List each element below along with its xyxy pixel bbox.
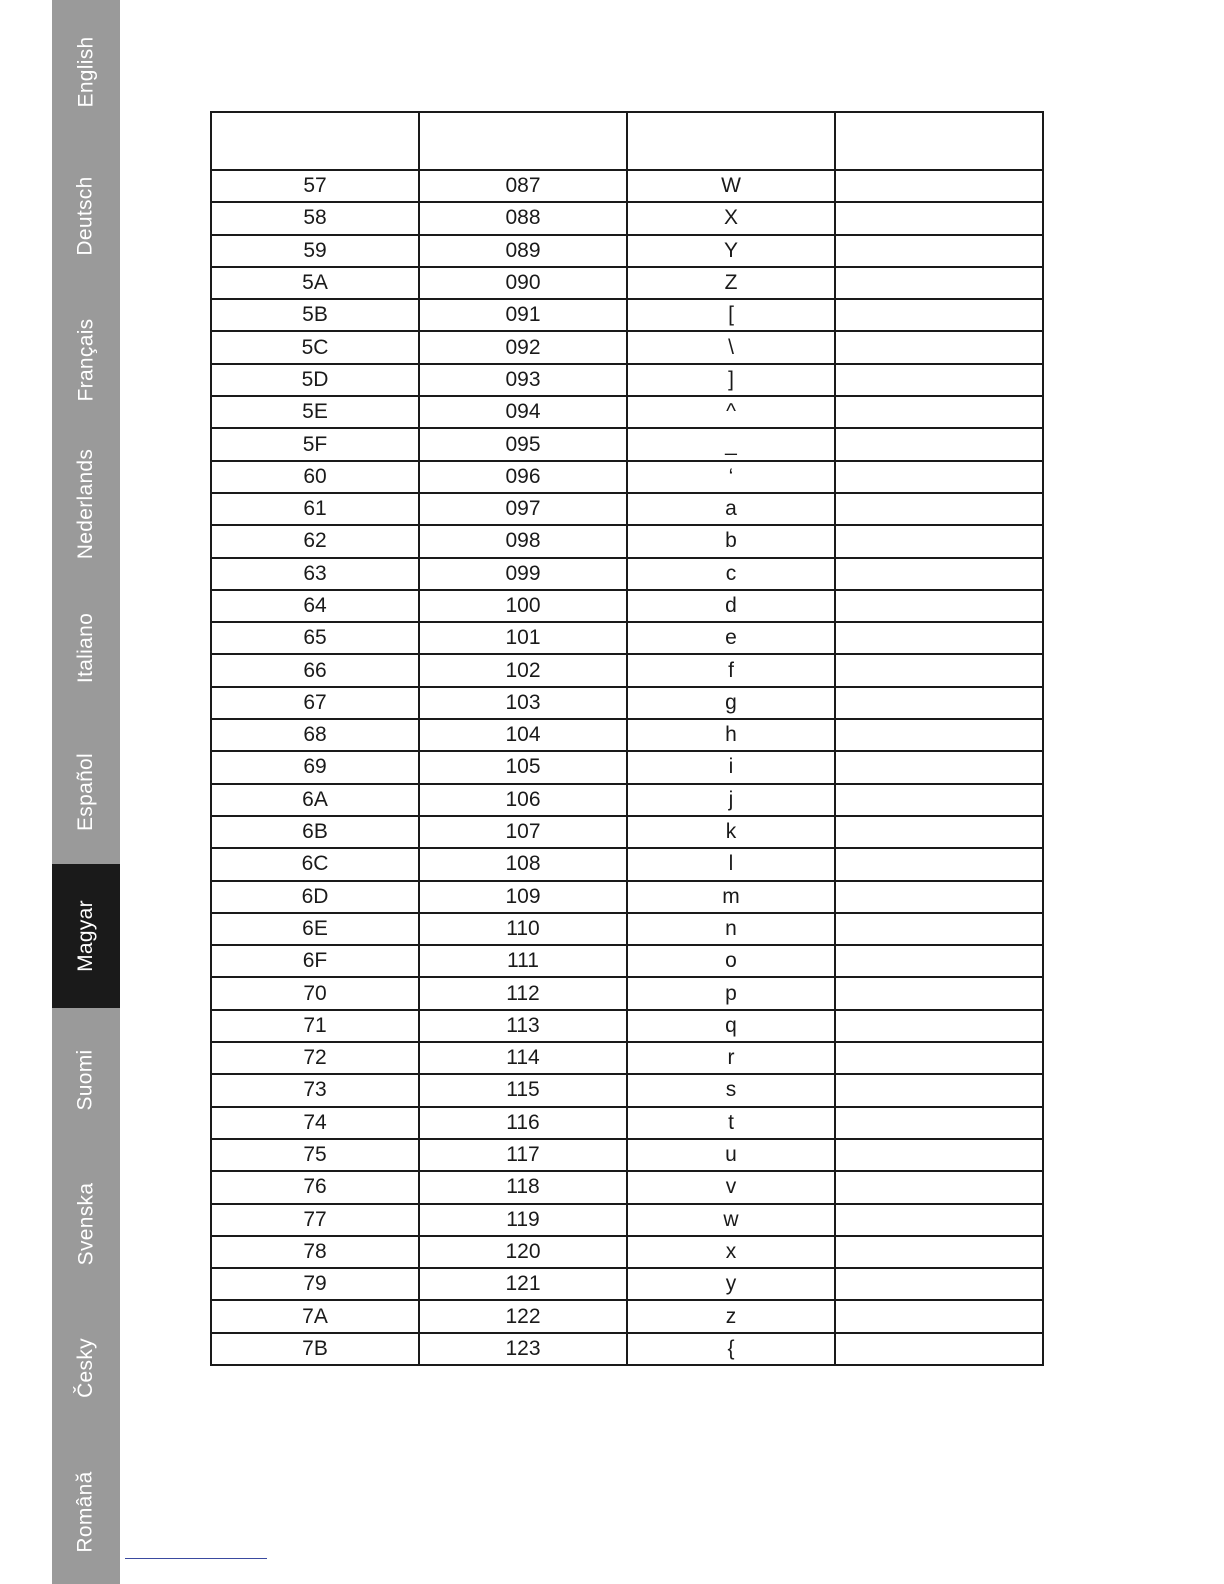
table-row (211, 687, 1043, 719)
hex-cell: 57 (211, 170, 419, 202)
hex-cell: 68 (211, 719, 419, 751)
table-row (211, 558, 1043, 590)
character-cell: u (627, 1139, 835, 1171)
language-tab-label: Français (74, 318, 97, 402)
hex-cell: 61 (211, 493, 419, 525)
decimal-cell: 101 (419, 622, 627, 654)
decimal-cell: 104 (419, 719, 627, 751)
decimal-cell: 117 (419, 1139, 627, 1171)
hex-cell: 7A (211, 1300, 419, 1332)
table-header-row (211, 112, 1043, 170)
extra-cell (835, 816, 1043, 848)
table-row (211, 945, 1043, 977)
table-row (211, 525, 1043, 557)
character-cell: b (627, 525, 835, 557)
character-cell: p (627, 977, 835, 1009)
table-row (211, 461, 1043, 493)
hex-cell: 5C (211, 331, 419, 363)
extra-cell (835, 751, 1043, 783)
decimal-cell: 096 (419, 461, 627, 493)
character-cell: X (627, 202, 835, 234)
header-cell (211, 112, 419, 170)
hex-cell: 69 (211, 751, 419, 783)
table-row (211, 590, 1043, 622)
extra-cell (835, 364, 1043, 396)
hex-cell: 62 (211, 525, 419, 557)
extra-cell (835, 848, 1043, 880)
character-cell: q (627, 1010, 835, 1042)
table-row (211, 364, 1043, 396)
table-row (211, 1300, 1043, 1332)
table-row (211, 202, 1043, 234)
table-row (211, 977, 1043, 1009)
hex-cell: 6D (211, 881, 419, 913)
hex-cell: 75 (211, 1139, 419, 1171)
table-row (211, 1010, 1043, 1042)
hex-cell: 73 (211, 1074, 419, 1106)
character-cell: n (627, 913, 835, 945)
extra-cell (835, 945, 1043, 977)
decimal-cell: 121 (419, 1268, 627, 1300)
character-cell: \ (627, 331, 835, 363)
table-row (211, 719, 1043, 751)
header-cell (419, 112, 627, 170)
character-cell: r (627, 1042, 835, 1074)
extra-cell (835, 1107, 1043, 1139)
character-cell: ^ (627, 396, 835, 428)
table-row (211, 170, 1043, 202)
hex-cell: 78 (211, 1236, 419, 1268)
header-cell (835, 112, 1043, 170)
extra-cell (835, 170, 1043, 202)
hex-cell: 76 (211, 1171, 419, 1203)
language-tab-nederlands[interactable] (52, 432, 120, 576)
table-body (211, 170, 1043, 1365)
table-row (211, 1074, 1043, 1106)
extra-cell (835, 1268, 1043, 1300)
hex-cell: 65 (211, 622, 419, 654)
decimal-cell: 102 (419, 654, 627, 686)
table-row (211, 848, 1043, 880)
character-cell: f (627, 654, 835, 686)
language-tab-english[interactable] (52, 0, 120, 144)
hex-cell: 70 (211, 977, 419, 1009)
character-cell: y (627, 1268, 835, 1300)
extra-cell (835, 331, 1043, 363)
language-tab-label: Svenska (74, 1182, 97, 1266)
hex-cell: 7B (211, 1333, 419, 1365)
extra-cell (835, 622, 1043, 654)
hex-cell: 72 (211, 1042, 419, 1074)
language-tab-label: Magyar (74, 900, 98, 972)
decimal-cell: 116 (419, 1107, 627, 1139)
extra-cell (835, 525, 1043, 557)
hex-cell: 6A (211, 784, 419, 816)
decimal-cell: 095 (419, 428, 627, 460)
table-row (211, 784, 1043, 816)
decimal-cell: 089 (419, 235, 627, 267)
table-row (211, 1236, 1043, 1268)
character-cell: W (627, 170, 835, 202)
extra-cell (835, 558, 1043, 590)
decimal-cell: 114 (419, 1042, 627, 1074)
table-row (211, 235, 1043, 267)
decimal-cell: 108 (419, 848, 627, 880)
character-cell: e (627, 622, 835, 654)
table-row (211, 622, 1043, 654)
extra-cell (835, 590, 1043, 622)
character-cell: w (627, 1204, 835, 1236)
extra-cell (835, 654, 1043, 686)
hex-cell: 6B (211, 816, 419, 848)
language-tab-česky[interactable] (52, 1296, 120, 1440)
extra-cell (835, 1204, 1043, 1236)
hex-cell: 77 (211, 1204, 419, 1236)
language-tab-label: Nederlands (74, 448, 97, 560)
language-tab-label: Deutsch (74, 176, 98, 256)
table-row (211, 396, 1043, 428)
decimal-cell: 120 (419, 1236, 627, 1268)
decimal-cell: 087 (419, 170, 627, 202)
hex-cell: 64 (211, 590, 419, 622)
extra-cell (835, 202, 1043, 234)
extra-cell (835, 396, 1043, 428)
table-row (211, 913, 1043, 945)
hex-cell: 5E (211, 396, 419, 428)
decimal-cell: 105 (419, 751, 627, 783)
language-tab-svenska[interactable] (52, 1152, 120, 1296)
decimal-cell: 122 (419, 1300, 627, 1332)
table-row (211, 1171, 1043, 1203)
hex-cell: 5F (211, 428, 419, 460)
extra-cell (835, 493, 1043, 525)
hex-cell: 60 (211, 461, 419, 493)
table-row (211, 1042, 1043, 1074)
extra-cell (835, 913, 1043, 945)
language-tab-label: English (74, 36, 98, 108)
decimal-cell: 091 (419, 299, 627, 331)
table-row (211, 1268, 1043, 1300)
extra-cell (835, 461, 1043, 493)
language-tab-suomi[interactable] (52, 1008, 120, 1152)
character-cell: j (627, 784, 835, 816)
extra-cell (835, 1074, 1043, 1106)
character-cell: { (627, 1333, 835, 1365)
hex-cell: 79 (211, 1268, 419, 1300)
character-cell: i (627, 751, 835, 783)
decimal-cell: 110 (419, 913, 627, 945)
hex-cell: 67 (211, 687, 419, 719)
hex-cell: 6C (211, 848, 419, 880)
decimal-cell: 088 (419, 202, 627, 234)
hex-cell: 6F (211, 945, 419, 977)
character-cell: h (627, 719, 835, 751)
language-tab-magyar[interactable] (52, 864, 120, 1008)
language-tab-label: Italiano (74, 612, 97, 684)
table-row (211, 816, 1043, 848)
table-row (211, 1333, 1043, 1365)
character-cell: _ (627, 428, 835, 460)
table-row (211, 881, 1043, 913)
extra-cell (835, 1010, 1043, 1042)
hex-cell: 59 (211, 235, 419, 267)
hex-cell: 5D (211, 364, 419, 396)
decimal-cell: 119 (419, 1204, 627, 1236)
table-row (211, 1139, 1043, 1171)
extra-cell (835, 428, 1043, 460)
hex-cell: 58 (211, 202, 419, 234)
character-cell: k (627, 816, 835, 848)
language-sidebar (52, 0, 120, 1584)
decimal-cell: 103 (419, 687, 627, 719)
table-row (211, 751, 1043, 783)
character-cell: Y (627, 235, 835, 267)
decimal-cell: 092 (419, 331, 627, 363)
extra-cell (835, 1139, 1043, 1171)
character-cell: x (627, 1236, 835, 1268)
character-cell: l (627, 848, 835, 880)
extra-cell (835, 881, 1043, 913)
table-row (211, 1204, 1043, 1236)
character-cell: s (627, 1074, 835, 1106)
character-cell: m (627, 881, 835, 913)
language-tab-label: Română (74, 1471, 97, 1553)
hex-cell: 71 (211, 1010, 419, 1042)
decimal-cell: 094 (419, 396, 627, 428)
character-cell: [ (627, 299, 835, 331)
decimal-cell: 118 (419, 1171, 627, 1203)
hex-cell: 63 (211, 558, 419, 590)
decimal-cell: 113 (419, 1010, 627, 1042)
decimal-cell: 107 (419, 816, 627, 848)
hex-cell: 5B (211, 299, 419, 331)
footer-rule (125, 1558, 267, 1559)
character-cell: v (627, 1171, 835, 1203)
decimal-cell: 106 (419, 784, 627, 816)
language-tab-italiano[interactable] (52, 576, 120, 720)
decimal-cell: 097 (419, 493, 627, 525)
decimal-cell: 099 (419, 558, 627, 590)
language-tab-label: Česky (73, 1338, 97, 1398)
character-cell: ] (627, 364, 835, 396)
hex-cell: 66 (211, 654, 419, 686)
language-tab-español[interactable] (52, 720, 120, 864)
character-cell: g (627, 687, 835, 719)
character-cell: a (627, 493, 835, 525)
table-row (211, 267, 1043, 299)
extra-cell (835, 235, 1043, 267)
hex-cell: 6E (211, 913, 419, 945)
decimal-cell: 112 (419, 977, 627, 1009)
character-cell: d (627, 590, 835, 622)
hex-cell: 5A (211, 267, 419, 299)
decimal-cell: 109 (419, 881, 627, 913)
extra-cell (835, 299, 1043, 331)
extra-cell (835, 1042, 1043, 1074)
table-row (211, 299, 1043, 331)
decimal-cell: 111 (419, 945, 627, 977)
character-code-table (210, 111, 1044, 1366)
extra-cell (835, 719, 1043, 751)
character-cell: Z (627, 267, 835, 299)
table-row (211, 428, 1043, 460)
decimal-cell: 123 (419, 1333, 627, 1365)
table-row (211, 331, 1043, 363)
character-cell: t (627, 1107, 835, 1139)
decimal-cell: 100 (419, 590, 627, 622)
language-tab-română[interactable] (52, 1440, 120, 1584)
decimal-cell: 090 (419, 267, 627, 299)
extra-cell (835, 1333, 1043, 1365)
table-row (211, 493, 1043, 525)
character-cell: c (627, 558, 835, 590)
extra-cell (835, 267, 1043, 299)
language-tab-deutsch[interactable] (52, 144, 120, 288)
decimal-cell: 098 (419, 525, 627, 557)
table-row (211, 1107, 1043, 1139)
hex-cell: 74 (211, 1107, 419, 1139)
header-cell (627, 112, 835, 170)
decimal-cell: 093 (419, 364, 627, 396)
extra-cell (835, 1171, 1043, 1203)
character-cell: ‘ (627, 461, 835, 493)
extra-cell (835, 1300, 1043, 1332)
extra-cell (835, 977, 1043, 1009)
extra-cell (835, 784, 1043, 816)
character-cell: z (627, 1300, 835, 1332)
character-cell: o (627, 945, 835, 977)
language-tab-label: Español (74, 753, 97, 831)
table-row (211, 654, 1043, 686)
extra-cell (835, 1236, 1043, 1268)
extra-cell (835, 687, 1043, 719)
decimal-cell: 115 (419, 1074, 627, 1106)
language-tab-label: Suomi (74, 1049, 97, 1111)
language-tab-français[interactable] (52, 288, 120, 432)
